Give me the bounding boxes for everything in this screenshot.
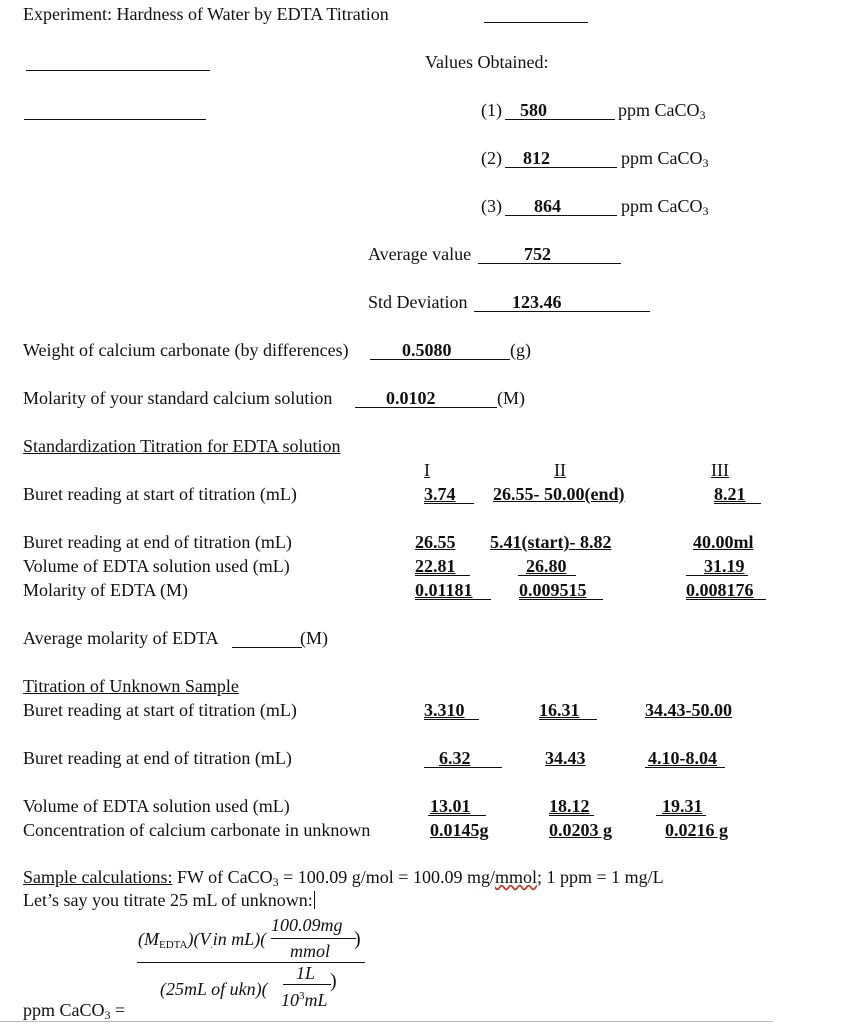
molarity-std-unit: (M): [497, 388, 525, 408]
average-value-label: Average value: [368, 244, 472, 264]
blank-line: [549, 815, 594, 816]
value-row-3: [481, 195, 502, 217]
value-row-2: [481, 147, 502, 169]
blank-line: [714, 503, 761, 504]
cell: 0.0145g: [430, 820, 489, 840]
page-title: Experiment: Hardness of Water by EDTA Titration: [23, 4, 389, 24]
unknown-heading: Titration of Unknown Sample: [23, 676, 239, 696]
cell: 6.32: [439, 748, 471, 768]
row-label: Molarity of EDTA (M): [23, 580, 189, 600]
blank-line: [686, 575, 748, 576]
blank-line: [505, 215, 617, 216]
cell: 26.80: [526, 556, 567, 576]
cell: 3.310: [424, 700, 465, 720]
cell: 8.21: [714, 484, 746, 504]
average-value: 752: [524, 244, 551, 264]
blank-line: [424, 503, 474, 504]
cell: 26.55- 50.00(end): [493, 484, 625, 504]
value-unit: ppm CaCO$_3$: [621, 196, 709, 218]
value-3: 864: [534, 196, 561, 216]
blank-line: [656, 815, 706, 816]
values-obtained-heading: Values Obtained:: [425, 52, 549, 72]
cell: 26.55: [415, 532, 456, 552]
value-label: (3): [481, 196, 502, 216]
blank-line: [505, 167, 617, 168]
weight-label: Weight of calcium carbonate (by differences): [23, 340, 349, 360]
row-label: Volume of EDTA solution used (mL): [23, 796, 290, 816]
blank-line: [24, 119, 206, 120]
value-1: 580: [520, 100, 547, 120]
fraction-bar: [271, 938, 356, 939]
blank-line: [518, 575, 576, 576]
blank-line: [415, 575, 470, 576]
value-label: (1): [481, 100, 502, 120]
row-label: Buret reading at start of titration (mL): [23, 484, 297, 504]
cell: 4.10-8.04: [648, 748, 717, 768]
blank-line: [539, 719, 597, 720]
cell: 34.43: [545, 748, 586, 768]
weight-unit: (g): [510, 340, 531, 360]
cell: 31.19: [704, 556, 745, 576]
cell: 0.0203 g: [549, 820, 612, 840]
blank-line: [484, 22, 588, 23]
column-header-i: I: [424, 460, 430, 480]
formula-denominator-frac-bot: $10^3mL$: [281, 990, 328, 1010]
row-label: Buret reading at end of titration (mL): [23, 748, 292, 768]
row-label: Volume of EDTA solution used (mL): [23, 556, 290, 576]
standardization-heading: Standardization Titration for EDTA solution: [23, 436, 341, 456]
cell: 16.31: [539, 700, 580, 720]
formula-numerator-frac-bot: mmol: [290, 941, 330, 961]
blank-line: [232, 647, 302, 648]
blank-line: [474, 311, 650, 312]
formula-numerator: $(M_{EDTA})(V_.in$ mL)(: [138, 929, 267, 951]
cell: 13.01: [430, 796, 471, 816]
row-label: Buret reading at start of titration (mL): [23, 700, 297, 720]
spellcheck-word: mmol: [494, 867, 537, 887]
std-deviation-label: Std Deviation: [368, 292, 468, 312]
value-unit: ppm CaCO$_3$: [618, 100, 706, 122]
average-molarity-unit: (M): [300, 628, 328, 648]
ppm-formula-label: ppm CaCO$_3$ =: [23, 1000, 126, 1022]
value-unit: ppm CaCO$_3$: [621, 148, 709, 170]
column-header-ii: II: [554, 460, 566, 480]
molarity-std-value: 0.0102: [386, 388, 436, 408]
value-2: 812: [523, 148, 550, 168]
main-fraction-bar: [137, 962, 365, 963]
cell: 34.43-50.00: [645, 700, 732, 720]
close-paren: ): [330, 970, 337, 992]
blank-line: [686, 599, 766, 600]
sample-calc-heading: Sample calculations:: [23, 867, 173, 887]
cell: 0.009515: [519, 580, 587, 600]
blank-line: [645, 767, 725, 768]
text-cursor: [314, 891, 315, 909]
blank-line: [519, 599, 603, 600]
cell: 3.74: [424, 484, 456, 504]
formula-denominator: (25mL of ukn)(: [160, 979, 268, 999]
value-row-1: [481, 99, 502, 121]
std-deviation-value: 123.46: [512, 292, 562, 312]
cell: 5.41(start)- 8.82: [490, 532, 612, 552]
blank-line: [26, 70, 210, 71]
fraction-bar: [283, 984, 331, 985]
cell: 0.01181: [415, 580, 473, 600]
cell: 19.31: [662, 796, 703, 816]
value-label: (2): [481, 148, 502, 168]
cell: 18.12: [549, 796, 590, 816]
average-molarity-label: Average molarity of EDTA: [23, 628, 219, 648]
row-label: Buret reading at end of titration (mL): [23, 532, 292, 552]
formula-numerator-frac-top: 100.09mg: [271, 915, 343, 935]
blank-line: [415, 599, 491, 600]
cell: 0.008176: [686, 580, 754, 600]
row-label: Concentration of calcium carbonate in unknown: [23, 820, 371, 840]
blank-line: [428, 815, 486, 816]
blank-line: [424, 767, 502, 768]
cell: 0.0216 g: [665, 820, 728, 840]
molarity-std-label: Molarity of your standard calcium solution: [23, 388, 333, 408]
page-bottom-border: [0, 1021, 773, 1022]
blank-line: [424, 719, 479, 720]
weight-value: 0.5080: [402, 340, 452, 360]
cell: 22.81: [415, 556, 456, 576]
formula-denominator-frac-top: 1L: [296, 963, 316, 983]
close-paren: ): [354, 928, 361, 950]
cell: 40.00ml: [693, 532, 754, 552]
column-header-iii: III: [711, 460, 729, 480]
sample-calc-line: Sample calculations: FW of CaCO$_3$ = 100.09 g/mol = 100.09 mg/mmol; 1 ppm = 1 mg/L: [23, 867, 664, 889]
sample-calc-line-2: Let’s say you titrate 25 mL of unknown:: [23, 890, 313, 910]
